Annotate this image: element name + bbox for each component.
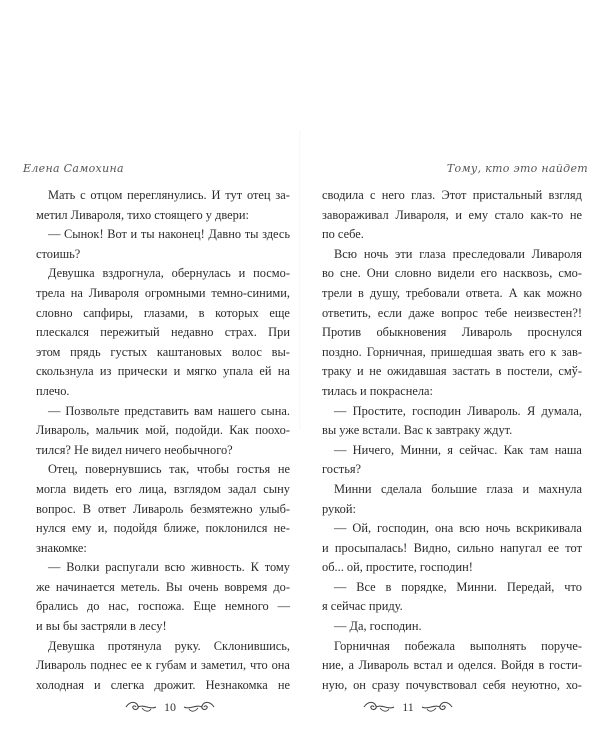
text-line: во сне. Они словно видели его насквозь, смо- xyxy=(322,266,582,281)
left-running-head: Елена Самохина xyxy=(23,162,124,175)
left-flourish-icon-mirrored xyxy=(182,700,216,714)
text-line: — Простите, господин Ливароль. Я думала, xyxy=(334,403,582,418)
text-line: рукой: xyxy=(322,501,356,516)
right-body-text xyxy=(322,186,582,695)
left-folio xyxy=(110,695,230,719)
text-line: об... ой, простите, господин! xyxy=(322,560,473,575)
text-line: тилась и покраснела: xyxy=(322,383,434,398)
text-line: — Позвольте представить вам нашего сына. xyxy=(48,403,290,418)
text-line: я сейчас приду. xyxy=(322,599,403,614)
text-line: и вы бы застряли в лесу! xyxy=(36,619,167,634)
text-line: Девушка вздрогнула, обернулась и посмо- xyxy=(48,266,290,281)
text-line: — Ой, господин, она всю ночь вскрикивала xyxy=(334,521,582,536)
book-gutter xyxy=(299,130,301,430)
text-line: вы уже встали. Вас к завтраку ждут. xyxy=(322,423,513,438)
text-line: Минни сделала большие глаза и махнула xyxy=(334,481,582,496)
text-line: гостья? xyxy=(322,462,362,477)
text-line: завораживал Ливароля, и ему стало как-то не xyxy=(322,207,582,222)
text-line: Горничная побежала выполнять поруче- xyxy=(334,638,582,653)
text-line: Ливароль поднес ее к губам и заметил, что она xyxy=(36,658,290,673)
text-line: стоишь? xyxy=(36,246,81,261)
right-folio xyxy=(338,695,478,719)
left-flourish-icon xyxy=(124,700,158,714)
text-line: Мать с отцом переглянулись. И тут отец за- xyxy=(48,188,290,202)
left-body-text xyxy=(36,186,290,695)
text-line: Против обыкновения Ливароль проснулся xyxy=(322,325,582,340)
text-line: и просыпалась! Видно, сильно напугал ее тот xyxy=(322,540,582,555)
text-line: — Сынок! Вот и ты наконец! Давно ты здесь xyxy=(48,227,290,242)
right-page-number: 11 xyxy=(402,699,414,714)
text-line: — Да, господин. xyxy=(334,619,422,634)
text-line: могла видеть его лица, взглядом задал сыну xyxy=(36,481,290,496)
text-line: Ливароль, мальчик мой, подойди. Как поохо- xyxy=(36,423,290,438)
text-line: же начинается метель. Вы очень вовремя до- xyxy=(36,579,290,594)
text-line: ную, он сразу почувствовал себя неуютно, хо- xyxy=(322,677,582,692)
text-line: знакомке: xyxy=(36,540,87,555)
text-line: метил Ливароля, тихо стоящего у двери: xyxy=(36,207,249,222)
text-line: скользнула из прически и мягко упала ей на xyxy=(36,364,290,379)
text-line: нулся ему и, подойдя ближе, поклонился не- xyxy=(36,521,290,536)
text-line: этом прядь густых каштановых волос вы- xyxy=(36,344,290,359)
text-line: сводила с него глаз. Этот пристальный взгляд xyxy=(322,188,582,202)
text-line: — Все в порядке, Минни. Передай, что xyxy=(334,579,582,594)
text-line: Всю ночь эти глаза преследовали Ливароля xyxy=(334,246,582,261)
text-line: вопрос. В ответ Ливароль безмятежно улыб- xyxy=(36,501,290,516)
text-line: трели в душу, требовали ответа. А как можно xyxy=(322,285,582,300)
text-line: Отец, повернувшись так, чтобы гостья не xyxy=(48,462,290,477)
text-line: плечо. xyxy=(36,383,70,398)
text-line: трела на Ливароля огромными темно-синими, xyxy=(36,285,290,300)
text-line: по себе. xyxy=(322,227,364,242)
left-page-number: 10 xyxy=(164,699,176,714)
left-page xyxy=(0,0,290,750)
text-line: плескался пережитый недавно страх. При xyxy=(36,325,290,340)
text-line: — Ничего, Минни, я сейчас. Как там наша xyxy=(334,442,582,457)
text-line: ние, а Ливароль встал и оделся. Войдя в гости- xyxy=(322,658,582,673)
right-flourish-icon-mirrored xyxy=(420,700,454,714)
right-running-head: Тому, кто это найдет xyxy=(446,162,588,175)
text-line: траку и не ожидавшая застать в постели, смў- xyxy=(322,364,582,379)
text-line: словно сапфиры, глазами, в которых еще xyxy=(36,305,290,320)
text-line: холодная и слегка дрожит. Незнакомка не xyxy=(36,677,290,692)
text-line: — Волки распугали всю живность. К тому xyxy=(48,560,290,575)
text-line: брались до нас, госпожа. Еще немного — xyxy=(36,599,290,614)
right-flourish-icon xyxy=(362,700,396,714)
text-line: поздно. Горничная, пришедшая звать его к зав- xyxy=(322,344,582,359)
text-line: Девушка протянула руку. Склонившись, xyxy=(48,638,290,653)
text-line: ответить, если даже вопрос тебе неизвестен?! xyxy=(322,305,582,320)
text-line: тился? Не видел ничего необычного? xyxy=(36,442,233,457)
right-page xyxy=(310,0,600,750)
